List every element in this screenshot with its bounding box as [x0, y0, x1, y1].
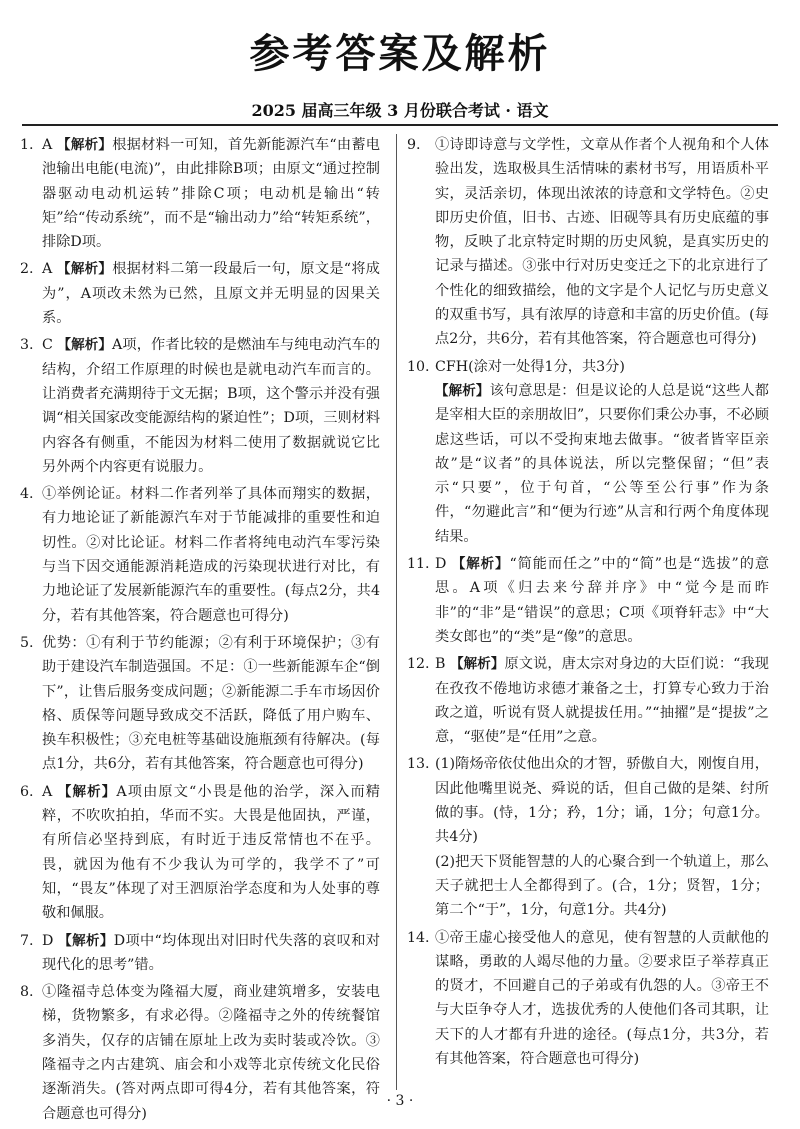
answer-item-2 — [20, 257, 380, 330]
analysis-tag: 【解析】 — [57, 783, 117, 800]
analysis-tag: 【解析】 — [57, 337, 113, 354]
column-divider — [396, 134, 397, 1090]
left-column — [20, 133, 380, 1129]
answer-item-11 — [407, 552, 769, 649]
item-body — [42, 333, 380, 479]
item-answer: A — [42, 261, 53, 278]
item-text: ①隆福寺总体变为隆福大厦，商业建筑增多，安装电梯，货物繁多，有求必得。②隆福寺之外的传统餐馆多消失，仅存的店铺在原址上改为卖时装或冷饮。③隆福寺之内古建筑、庙会和小戏等北京传统文化民俗逐渐消失。(答对两点即可得4分，若有其他答案，符合题意也可得分) — [42, 984, 380, 1122]
item-number: 6. — [20, 783, 34, 800]
page-number: · 3 · — [386, 1093, 414, 1109]
item-body — [42, 257, 380, 330]
item-text: “简能而任之”中的“简”也是“选拔”的意思。A项《归去来兮辞并序》中“觉今是而昨非”的“非”是“错误”的意思；C项《项脊轩志》中“大类女郎也”的“类”是“像”的意思。 — [435, 556, 770, 645]
item-body — [435, 552, 769, 649]
right-column — [407, 133, 769, 1074]
item-text: 原文说，唐太宗对身边的大臣们说：“我现在孜孜不倦地访求德才兼备之士，打算专心致力于治政之道，听说有贤人就提拔任用。”“抽擢”是“提拔”之意，“驱使”是“任用”之意。 — [435, 656, 769, 746]
item-text-part-1: (1)隋炀帝依仗他出众的才智，骄傲自大，刚愎自用，因此他嘴里说尧、舜说的话，但自己做的是桀、纣所做的事。(恃，1分；矜，1分；诵，1分；句意1分。共4分) — [435, 756, 769, 846]
analysis-tag: 【解析】 — [435, 382, 490, 399]
analysis-tag: 【解析】 — [450, 656, 505, 673]
item-text: ①帝王虚心接受他人的意见，使有智慧的人贡献他的谋略，勇敢的人竭尽他的力量。②要求臣子举荐真正的贤才，不回避自己的子弟或有仇怨的人。③帝王不与大臣争夺人才，选拔优秀的人使他们各司其职，让天下的人才都有升进的途径。(每点1分，共3分，若有其他答案，符合题意也可得分) — [435, 929, 769, 1067]
item-body — [42, 133, 380, 254]
item-text-part-2: (2)把天下贤能智慧的人的心聚合到一个轨道上，那么天子就把士人全都得到了。(合，1分；贤智，1分；第二个“于”，1分，句意1分。共4分) — [435, 853, 769, 919]
item-number: 13. — [407, 756, 430, 773]
answer-item-14 — [407, 926, 769, 1072]
item-text: 根据材料二第一段最后一句，原文是“将成为”，A项改未然为已然，且原文并无明显的因果关系。 — [42, 261, 380, 327]
page-banner-title: 参考答案及解析 — [249, 31, 551, 77]
item-body — [435, 355, 769, 549]
analysis-tag: 【解析】 — [57, 137, 113, 153]
item-text: 优势：①有利于节约能源；②有利于环境保护；③有助于建设汽车制造强国。不足：①一些新能源车企“倒下”，让售后服务变成问题；②新能源二手车市场因价格、质保等问题导致成交不活跃，降低了用户购车、换车积极性；③充电桩等基础设施瓶颈有待解决。(每点1分，共6分，若有其他答案，符合题意也可得分) — [42, 634, 380, 773]
item-body — [42, 929, 380, 978]
item-answer: CFH(涂对一处得1分，共3分) — [435, 358, 625, 375]
analysis-tag: 【解析】 — [57, 261, 113, 278]
item-answer: B — [435, 656, 446, 673]
item-number: 11. — [407, 556, 430, 573]
item-body — [435, 652, 769, 749]
item-number: 10. — [407, 358, 430, 375]
exam-subtitle: 2025 届高三年级 3 月份联合考试 · 语文 — [251, 101, 549, 120]
item-text: D项中“均体现出对旧时代失落的哀叹和对现代化的思考”错。 — [42, 932, 381, 973]
answer-item-6 — [20, 780, 380, 926]
answer-item-1 — [20, 133, 380, 254]
answer-item-12 — [407, 652, 769, 749]
item-number: 9. — [407, 137, 421, 153]
answer-item-10 — [407, 355, 769, 549]
item-text: A项由原文“小畏是他的治学，深入而精粹，不吹吹拍拍，华而不实。大畏是他固执，严谨，有所信必坚持到底，有时近于违反常情也不在乎。畏，就因为他有不少我认为可学的，我学不了”可知，“畏友”体现了对王泗原治学态度和为人处事的尊敬和佩服。 — [42, 783, 380, 922]
item-number: 12. — [407, 656, 430, 673]
item-text: A项，作者比较的是燃油车与纯电动汽车的结构，介绍工作原理的时候也是就电动汽车而言的。让消费者充满期待于文无据；B项，这个警示并没有强调“相关国家改变能源结构的紧迫性”；D项，三则材料内容各有侧重，不能因为材料二使用了数据就说它比另外两个内容更有说服力。 — [42, 337, 381, 475]
answer-item-3 — [20, 333, 380, 479]
answer-item-13 — [407, 752, 769, 922]
answer-item-7 — [20, 929, 380, 978]
answer-item-9 — [407, 133, 769, 352]
analysis-tag: 【解析】 — [58, 932, 114, 949]
item-number: 4. — [20, 486, 34, 503]
item-number: 14. — [407, 929, 430, 946]
answer-item-4 — [20, 482, 380, 628]
item-number: 3. — [20, 337, 34, 354]
item-text: 根据材料一可知，首先新能源汽车“由蓄电池输出电能(电流)”，由此排除B项；由原文“通过控制器驱动电动机运转”排除C项；电动机是输出“转矩”给“传动系统”，而不是“输出动力”给“转矩系统”，排除D项。 — [42, 137, 380, 251]
item-answer: C — [42, 337, 53, 354]
item-answer: D — [42, 932, 54, 949]
header-rule — [22, 124, 778, 126]
item-answer: A — [42, 137, 53, 153]
item-number: 8. — [20, 984, 34, 1001]
item-answer: A — [42, 783, 53, 800]
analysis-tag: 【解析】 — [451, 556, 510, 573]
item-body — [42, 780, 380, 926]
item-text: 该句意思是：但是议论的人总是说“这些人都是宰相大臣的亲朋故旧”，只要你们秉公办事，不必顾虑这些话，可以不受拘束地去做事。“彼者皆宰臣亲故”是“议者”的具体说法，所以完整保留；“但”表示“只要”，位于句首，“公等至公行事”作为条件，“勿避此言”和“便为行迹”从言和行两个角度体现结果。 — [435, 382, 769, 545]
item-text: ①诗即诗意与文学性，文章从作者个人视角和个人体验出发，选取极具生活情味的素材书写，用语质朴平实，灵活亲切，体现出浓浓的诗意和文学特色。②史即历史价值，旧书、古迹、旧砚等具有历史底蕴的事物，反映了北京特定时期的历史风貌，是真实历史的记录与描述。③张中行对历史变迁之下的北京进行了个性化的细致描绘，他的文字是个人记忆与历史意义的双重书写，具有浓厚的诗意和丰富的历史价值。(每点2分，共6分，若有其他答案，符合题意也可得分) — [435, 137, 769, 348]
item-number: 2. — [20, 261, 34, 278]
item-body — [435, 752, 769, 922]
item-analysis — [435, 379, 769, 549]
item-number: 7. — [20, 932, 34, 949]
item-number: 1. — [20, 137, 34, 153]
item-text: ①举例论证。材料二作者列举了具体而翔实的数据，有力地论证了新能源汽车对于节能减排的重要性和迫切性。②对比论证。材料二作者将纯电动汽车零污染与当下因交通能源消耗造成的污染现状进行对比，有力地论证了发展新能源汽车的重要性。(每点2分，共4分，若有其他答案，符合题意也可得分) — [42, 486, 380, 624]
answer-item-5 — [20, 631, 380, 777]
item-answer: D — [435, 556, 447, 573]
item-number: 5. — [20, 634, 34, 651]
